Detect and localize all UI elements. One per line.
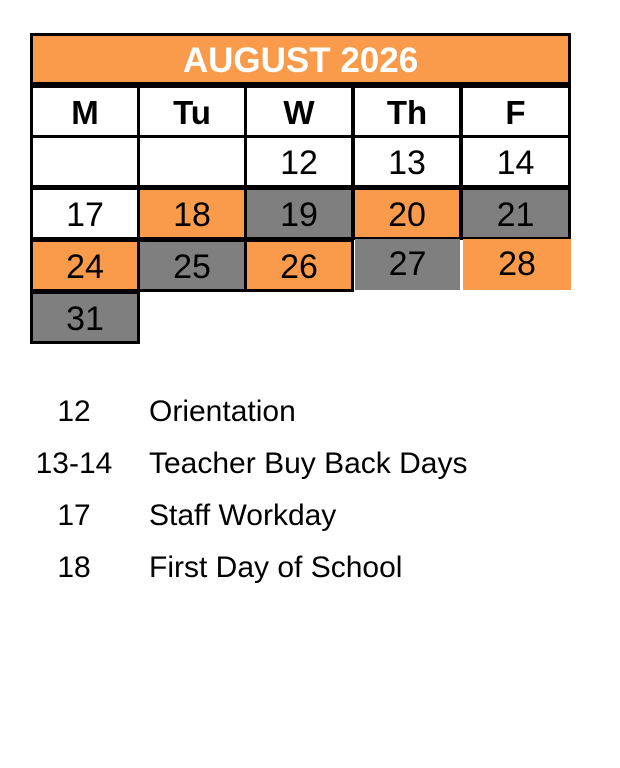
day-cell-26: 26 [244,239,354,292]
day-cell-19: 19 [244,187,354,240]
legend-event: First Day of School [149,551,403,584]
calendar-title: AUGUST 2026 [30,33,571,85]
day-cell-31: 31 [30,291,140,344]
day-cell-20: 20 [352,187,462,240]
legend-date: 17 [57,499,91,532]
weekday-tue: Tu [137,85,247,138]
weekday-thu: Th [352,85,462,138]
legend-item [0,548,620,588]
day-cell-21: 21 [460,187,571,240]
legend-event: Orientation [149,395,296,428]
day-cell-13: 13 [352,135,462,188]
legend-date: 18 [57,551,91,584]
day-cell-14: 14 [460,135,571,188]
weekday-mon: M [30,85,140,138]
day-cell-empty [30,135,140,188]
day-cell-25: 25 [137,239,247,292]
weekday-wed: W [244,85,354,138]
weekday-fri: F [460,85,571,138]
day-cell-empty [137,135,247,188]
day-cell-17: 17 [30,187,140,240]
day-cell-28: 28 [463,239,571,290]
legend-date: 12 [57,395,91,428]
legend-event: Staff Workday [149,499,337,532]
legend-item [0,444,620,484]
day-cell-12: 12 [244,135,354,188]
legend-date: 13-14 [35,447,113,480]
day-cell-27: 27 [355,239,460,290]
day-cell-24: 24 [30,239,140,292]
legend-item [0,392,620,432]
legend-item [0,496,620,536]
legend-event: Teacher Buy Back Days [149,447,468,480]
calendar [30,33,571,338]
day-cell-18: 18 [137,187,247,240]
